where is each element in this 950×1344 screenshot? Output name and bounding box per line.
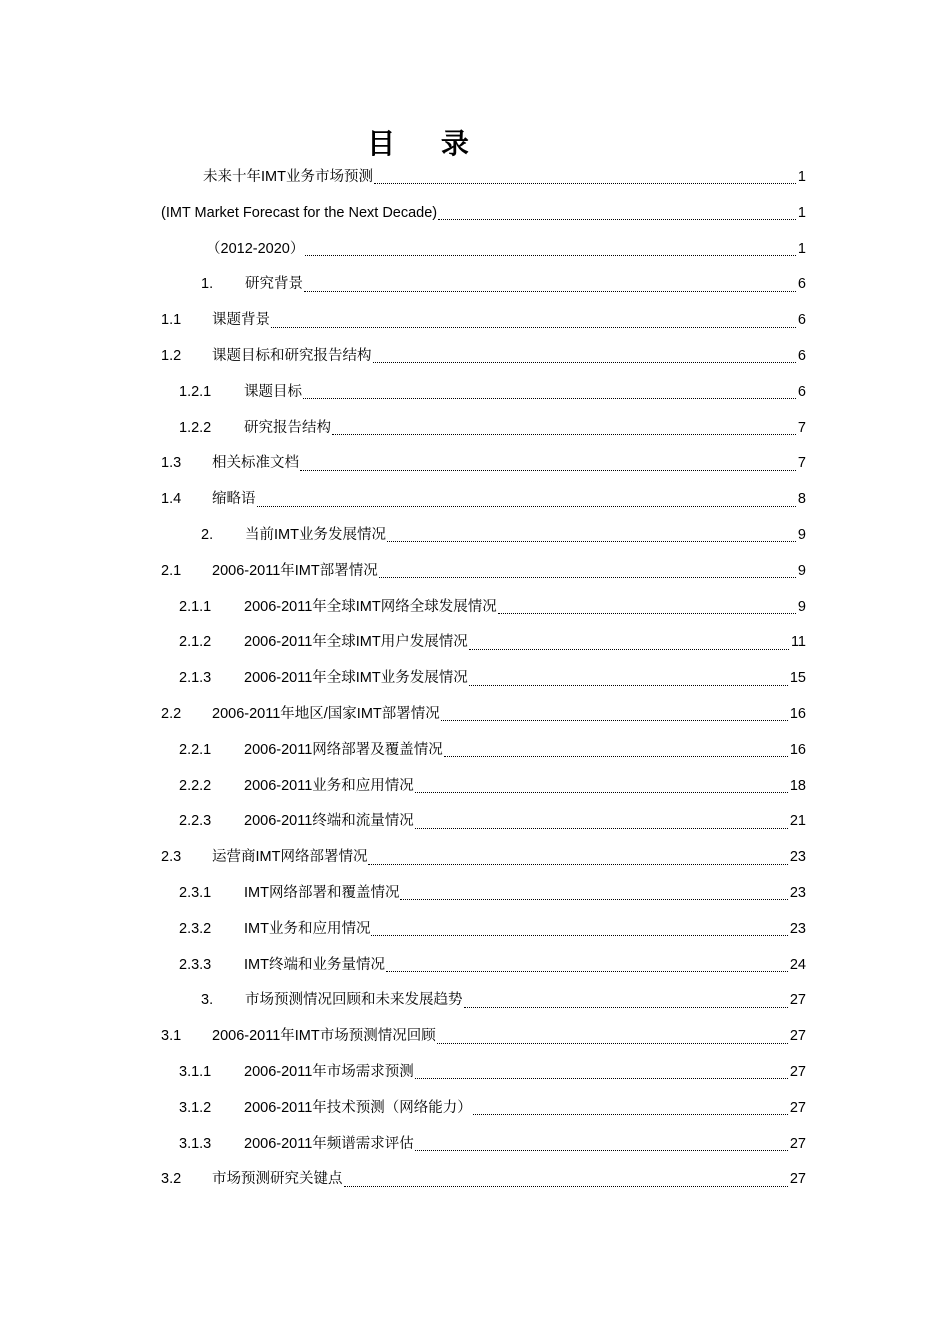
toc-entry-text: （2012-2020） [206, 240, 305, 257]
toc-entry-number: 2.3.1 [179, 884, 212, 901]
toc-entry-number: 2. [201, 526, 214, 543]
dot-leader [386, 971, 788, 972]
dot-leader [415, 1078, 788, 1079]
toc-entry-text: IMT终端和业务量情况 [244, 956, 385, 973]
toc-entry[interactable] [161, 948, 806, 984]
toc-entry-number: 1.4 [161, 491, 182, 508]
toc-entry-text: 2006-2011年技术预测（网络能力） [244, 1099, 472, 1116]
toc-entry[interactable] [161, 983, 806, 1019]
toc-entry-number: 2.2.1 [179, 741, 212, 758]
toc-entry-text: 课题目标和研究报告结构 [212, 347, 372, 364]
dot-leader [371, 935, 787, 936]
toc-entry-page: 23 [789, 884, 806, 901]
toc-entry-text: 2006-2011年频谱需求评估 [244, 1135, 414, 1152]
toc-entry-page: 27 [789, 1028, 806, 1045]
dot-leader [464, 1007, 788, 1008]
toc-entry-text: 2006-2011年全球IMT业务发展情况 [244, 670, 468, 687]
dot-leader [438, 219, 796, 220]
toc-entry-text: 2006-2011年地区/国家IMT部署情况 [212, 705, 440, 722]
toc-entry-page: 27 [789, 1099, 806, 1116]
toc-entry[interactable] [161, 1091, 806, 1127]
toc-entry[interactable] [161, 840, 806, 876]
toc-entry-page: 9 [797, 598, 806, 615]
toc-entry[interactable] [161, 1127, 806, 1163]
toc-entry-page: 27 [789, 1063, 806, 1080]
dot-leader [387, 541, 796, 542]
dot-leader [303, 398, 796, 399]
toc-entry[interactable] [161, 339, 806, 375]
dot-leader [374, 183, 796, 184]
dot-leader [305, 255, 796, 256]
dot-leader [415, 828, 788, 829]
toc-entry-number: 2.1.1 [179, 598, 212, 615]
toc-entry-number: 3.1.3 [179, 1135, 212, 1152]
toc-entry[interactable] [161, 1055, 806, 1091]
toc-entry-number: 2.2.3 [179, 813, 212, 830]
toc-entry-page: 16 [789, 741, 806, 758]
toc-entry-page: 6 [797, 383, 806, 400]
dot-leader [332, 434, 796, 435]
table-of-contents [161, 160, 806, 1198]
toc-entry-number: 3.1.2 [179, 1099, 212, 1116]
toc-entry[interactable] [161, 482, 806, 518]
dot-leader [379, 577, 796, 578]
dot-leader [257, 506, 796, 507]
toc-entry-text: 2006-2011终端和流量情况 [244, 813, 414, 830]
toc-entry-page: 9 [797, 562, 806, 579]
toc-entry-number: 2.1.3 [179, 670, 212, 687]
toc-entry-page: 27 [789, 1171, 806, 1188]
toc-entry-page: 27 [789, 992, 806, 1009]
toc-entry-number: 2.3.2 [179, 920, 212, 937]
toc-entry-number: 1.2.1 [179, 383, 212, 400]
toc-entry-text: 2006-2011年IMT部署情况 [212, 562, 378, 579]
toc-entry-text: 2006-2011年全球IMT网络全球发展情况 [244, 598, 497, 615]
toc-entry-page: 9 [797, 526, 806, 543]
dot-leader [444, 756, 788, 757]
toc-entry-page: 24 [789, 956, 806, 973]
toc-entry-number: 1.3 [161, 455, 182, 472]
toc-entry-page: 21 [789, 813, 806, 830]
toc-entry-page: 6 [797, 312, 806, 329]
toc-entry-number: 2.3 [161, 849, 182, 866]
toc-entry[interactable] [161, 554, 806, 590]
dot-leader [368, 864, 787, 865]
toc-entry[interactable] [161, 1019, 806, 1055]
toc-entry-page: 1 [797, 240, 806, 257]
toc-entry-page: 16 [789, 705, 806, 722]
toc-entry-text: 运营商IMT网络部署情况 [212, 849, 368, 866]
toc-entry-page: 7 [797, 455, 806, 472]
toc-entry-number: 1.2 [161, 347, 182, 364]
toc-entry-text: 研究报告结构 [244, 419, 331, 436]
toc-title: 目 录 [367, 127, 487, 160]
toc-entry-page: 23 [789, 849, 806, 866]
toc-entry-text: (IMT Market Forecast for the Next Decade) [161, 204, 438, 221]
toc-entry-text: 课题目标 [244, 383, 302, 400]
dot-leader [415, 792, 788, 793]
toc-entry[interactable] [161, 196, 806, 232]
toc-entry-number: 3.1 [161, 1028, 182, 1045]
dot-leader [344, 1186, 788, 1187]
toc-entry-text: 2006-2011年IMT市场预测情况回顾 [212, 1028, 436, 1045]
toc-entry-page: 7 [797, 419, 806, 436]
toc-entry-text: IMT网络部署和覆盖情况 [244, 884, 400, 901]
toc-entry-number: 3.1.1 [179, 1063, 212, 1080]
toc-entry[interactable] [161, 661, 806, 697]
dot-leader [304, 291, 796, 292]
dot-leader [441, 720, 788, 721]
toc-entry-text: 2006-2011业务和应用情况 [244, 777, 414, 794]
dot-leader [373, 362, 796, 363]
toc-entry[interactable] [161, 232, 806, 268]
toc-entry-number: 2.1.2 [179, 634, 212, 651]
toc-entry[interactable] [161, 411, 806, 447]
toc-entry[interactable] [161, 446, 806, 482]
toc-entry-text: 市场预测研究关键点 [212, 1171, 343, 1188]
toc-entry-page: 27 [789, 1135, 806, 1152]
dot-leader [469, 649, 789, 650]
toc-entry-number: 3. [201, 992, 214, 1009]
toc-entry[interactable] [161, 769, 806, 805]
dot-leader [473, 1114, 788, 1115]
toc-entry-page: 15 [789, 670, 806, 687]
dot-leader [498, 613, 796, 614]
toc-entry-text: 研究背景 [245, 276, 303, 293]
dot-leader [400, 899, 787, 900]
toc-entry[interactable] [161, 912, 806, 948]
toc-entry[interactable] [161, 518, 806, 554]
toc-entry-text: 相关标准文档 [212, 455, 299, 472]
toc-entry[interactable] [161, 697, 806, 733]
dot-leader [469, 685, 788, 686]
dot-leader [300, 470, 796, 471]
toc-entry-text: 2006-2011网络部署及覆盖情况 [244, 741, 443, 758]
toc-entry-number: 2.3.3 [179, 956, 212, 973]
toc-entry-text: 课题背景 [212, 312, 270, 329]
toc-entry[interactable] [161, 804, 806, 840]
toc-entry-number: 3.2 [161, 1171, 182, 1188]
toc-entry-number: 2.1 [161, 562, 182, 579]
toc-entry[interactable] [161, 375, 806, 411]
toc-entry[interactable] [161, 160, 806, 196]
toc-entry-text: 2006-2011年全球IMT用户发展情况 [244, 634, 468, 651]
toc-entry-number: 1. [201, 276, 214, 293]
toc-entry-page: 8 [797, 491, 806, 508]
toc-entry-text: 未来十年IMT业务市场预测 [203, 169, 373, 185]
toc-entry-page: 23 [789, 920, 806, 937]
toc-entry-page: 18 [789, 777, 806, 794]
toc-entry[interactable] [161, 876, 806, 912]
toc-entry-text: 市场预测情况回顾和未来发展趋势 [245, 992, 463, 1009]
toc-entry-page: 11 [790, 634, 806, 651]
toc-entry-text: 当前IMT业务发展情况 [245, 526, 386, 543]
toc-entry-page: 1 [797, 169, 806, 185]
toc-entry-number: 2.2.2 [179, 777, 212, 794]
toc-entry[interactable] [161, 733, 806, 769]
dot-leader [415, 1150, 788, 1151]
toc-entry[interactable] [161, 303, 806, 339]
toc-entry[interactable] [161, 267, 806, 303]
toc-entry-page: 1 [797, 204, 806, 221]
toc-entry-page: 6 [797, 276, 806, 293]
toc-entry-text: IMT业务和应用情况 [244, 920, 371, 937]
toc-entry[interactable] [161, 1162, 806, 1198]
toc-entry[interactable] [161, 590, 806, 626]
dot-leader [437, 1043, 788, 1044]
toc-entry-text: 缩略语 [212, 491, 256, 508]
toc-entry[interactable] [161, 625, 806, 661]
toc-entry-number: 1.2.2 [179, 419, 212, 436]
toc-entry-number: 1.1 [161, 312, 182, 329]
dot-leader [271, 327, 796, 328]
toc-entry-text: 2006-2011年市场需求预测 [244, 1063, 414, 1080]
toc-entry-page: 6 [797, 347, 806, 364]
toc-entry-number: 2.2 [161, 705, 182, 722]
